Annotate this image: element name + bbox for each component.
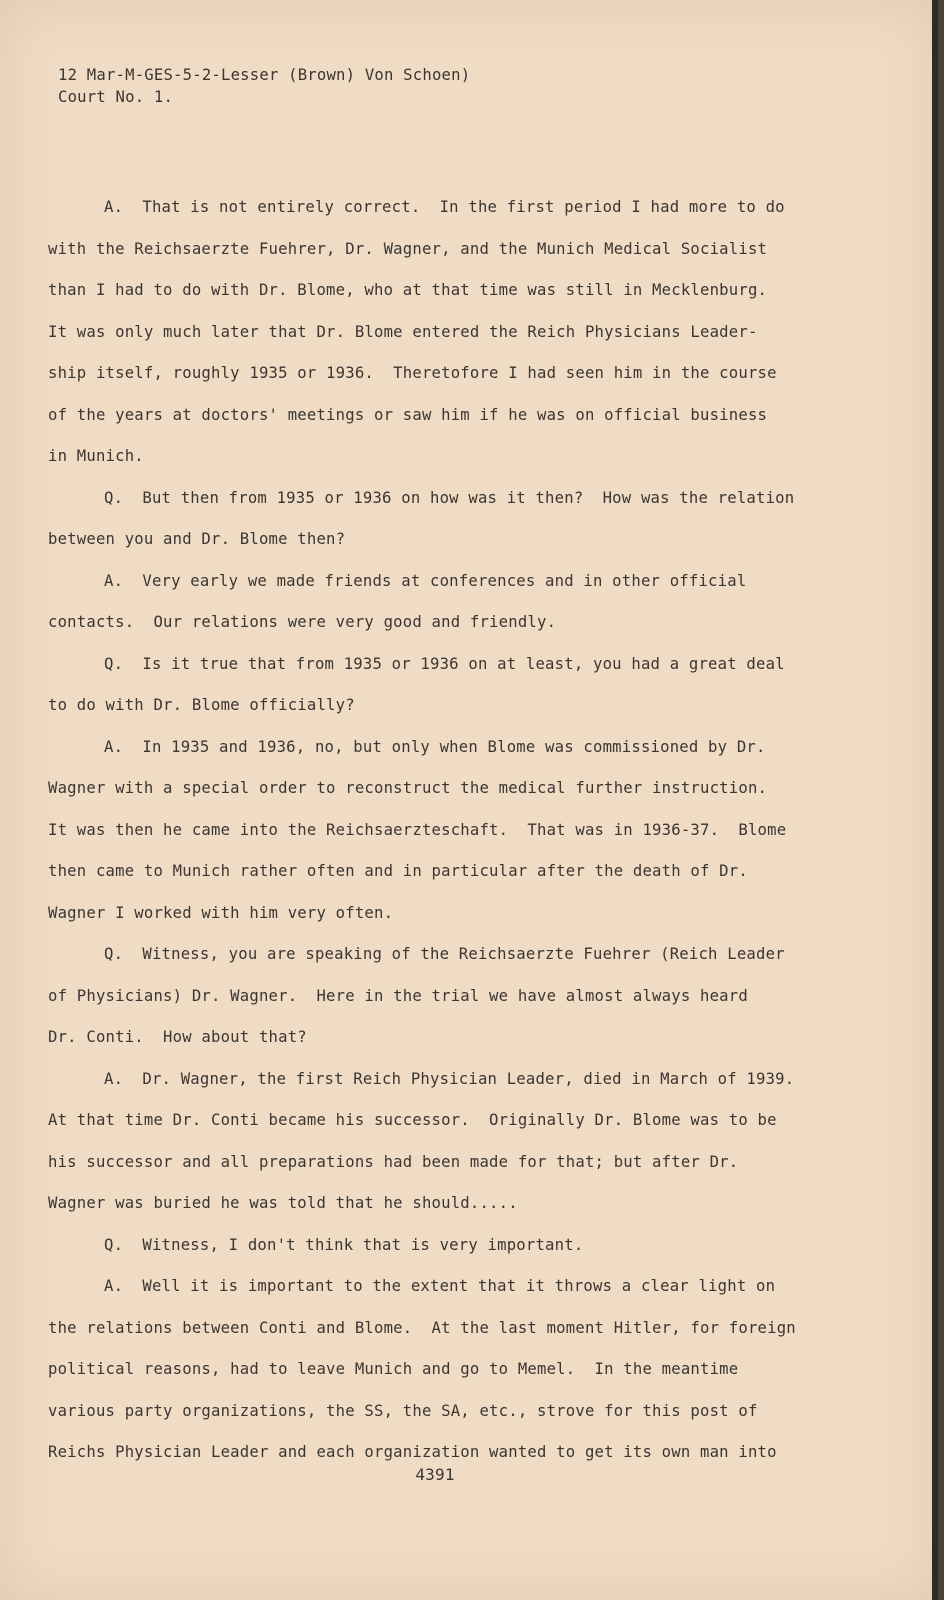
transcript-line: A. That is not entirely correct. In the first period I had more to do [104, 198, 785, 216]
transcript-line: than I had to do with Dr. Blome, who at that time was still in Mecklenburg. [48, 281, 768, 299]
transcript-line: in Munich. [48, 447, 144, 465]
transcript-line: Q. Is it true that from 1935 or 1936 on at least, you had a great deal [104, 654, 785, 673]
header-session-line: 12 Mar-M-GES-5-2-Lesser (Brown) Von Schoen) [58, 66, 471, 84]
transcript-line: Reichs Physician Leader and each organization wanted to get its own man into [48, 1443, 777, 1461]
transcript-line: the relations between Conti and Blome. At the last moment Hitler, for foreign [48, 1318, 796, 1337]
transcript-line: Wagner I worked with him very often. [48, 903, 394, 922]
transcript-line: his successor and all preparations had been made for that; but after Dr. [48, 1152, 739, 1171]
transcript-line: Wagner with a special order to reconstruct the medical further instruction. [48, 779, 768, 797]
transcript-line: then came to Munich rather often and in particular after the death of Dr. [48, 862, 748, 880]
header-court-line: Court No. 1. [58, 88, 174, 106]
transcript-line: ship itself, roughly 1935 or 1936. Theretofore I had seen him in the course [48, 364, 777, 382]
transcript-body [48, 187, 878, 1474]
transcript-line: Dr. Conti. How about that? [48, 1028, 307, 1046]
transcript-line: to do with Dr. Blome officially? [48, 696, 355, 714]
transcript-line: It was only much later that Dr. Blome entered the Reich Physicians Leader- [48, 322, 758, 341]
transcript-line: with the Reichsaerzte Fuehrer, Dr. Wagner, and the Munich Medical Socialist [48, 239, 768, 258]
transcript-line: of Physicians) Dr. Wagner. Here in the trial we have almost always heard [48, 986, 748, 1005]
page-edge [932, 0, 938, 1600]
transcript-line: At that time Dr. Conti became his successor. Originally Dr. Blome was to be [48, 1111, 777, 1129]
transcript-line: Q. But then from 1935 or 1936 on how was it then? How was the relation [104, 488, 795, 507]
transcript-line: A. In 1935 and 1936, no, but only when Blome was commissioned by Dr. [104, 737, 766, 756]
transcript-line: A. Well it is important to the extent that it throws a clear light on [104, 1277, 776, 1295]
transcript-line: It was then he came into the Reichsaerzteschaft. That was in 1936-37. Blome [48, 820, 787, 839]
transcript-line: A. Dr. Wagner, the first Reich Physician Leader, died in March of 1939. [104, 1069, 795, 1088]
transcript-line: various party organizations, the SS, the SA, etc., strove for this post of [48, 1401, 758, 1420]
transcript-line: Wagner was buried he was told that he should..... [48, 1194, 518, 1212]
transcript-line: Q. Witness, I don't think that is very important. [104, 1235, 584, 1254]
transcript-line: of the years at doctors' meetings or saw him if he was on official business [48, 405, 768, 424]
transcript-line: A. Very early we made friends at conferences and in other official [104, 571, 747, 590]
transcript-line: Q. Witness, you are speaking of the Reichsaerzte Fuehrer (Reich Leader [104, 945, 785, 963]
transcript-line: between you and Dr. Blome then? [48, 530, 346, 548]
transcript-line: contacts. Our relations were very good and friendly. [48, 613, 557, 631]
document-header [58, 64, 470, 108]
transcript-line: political reasons, had to leave Munich and go to Memel. In the meantime [48, 1360, 739, 1378]
page-number: 4391 [415, 1465, 455, 1484]
